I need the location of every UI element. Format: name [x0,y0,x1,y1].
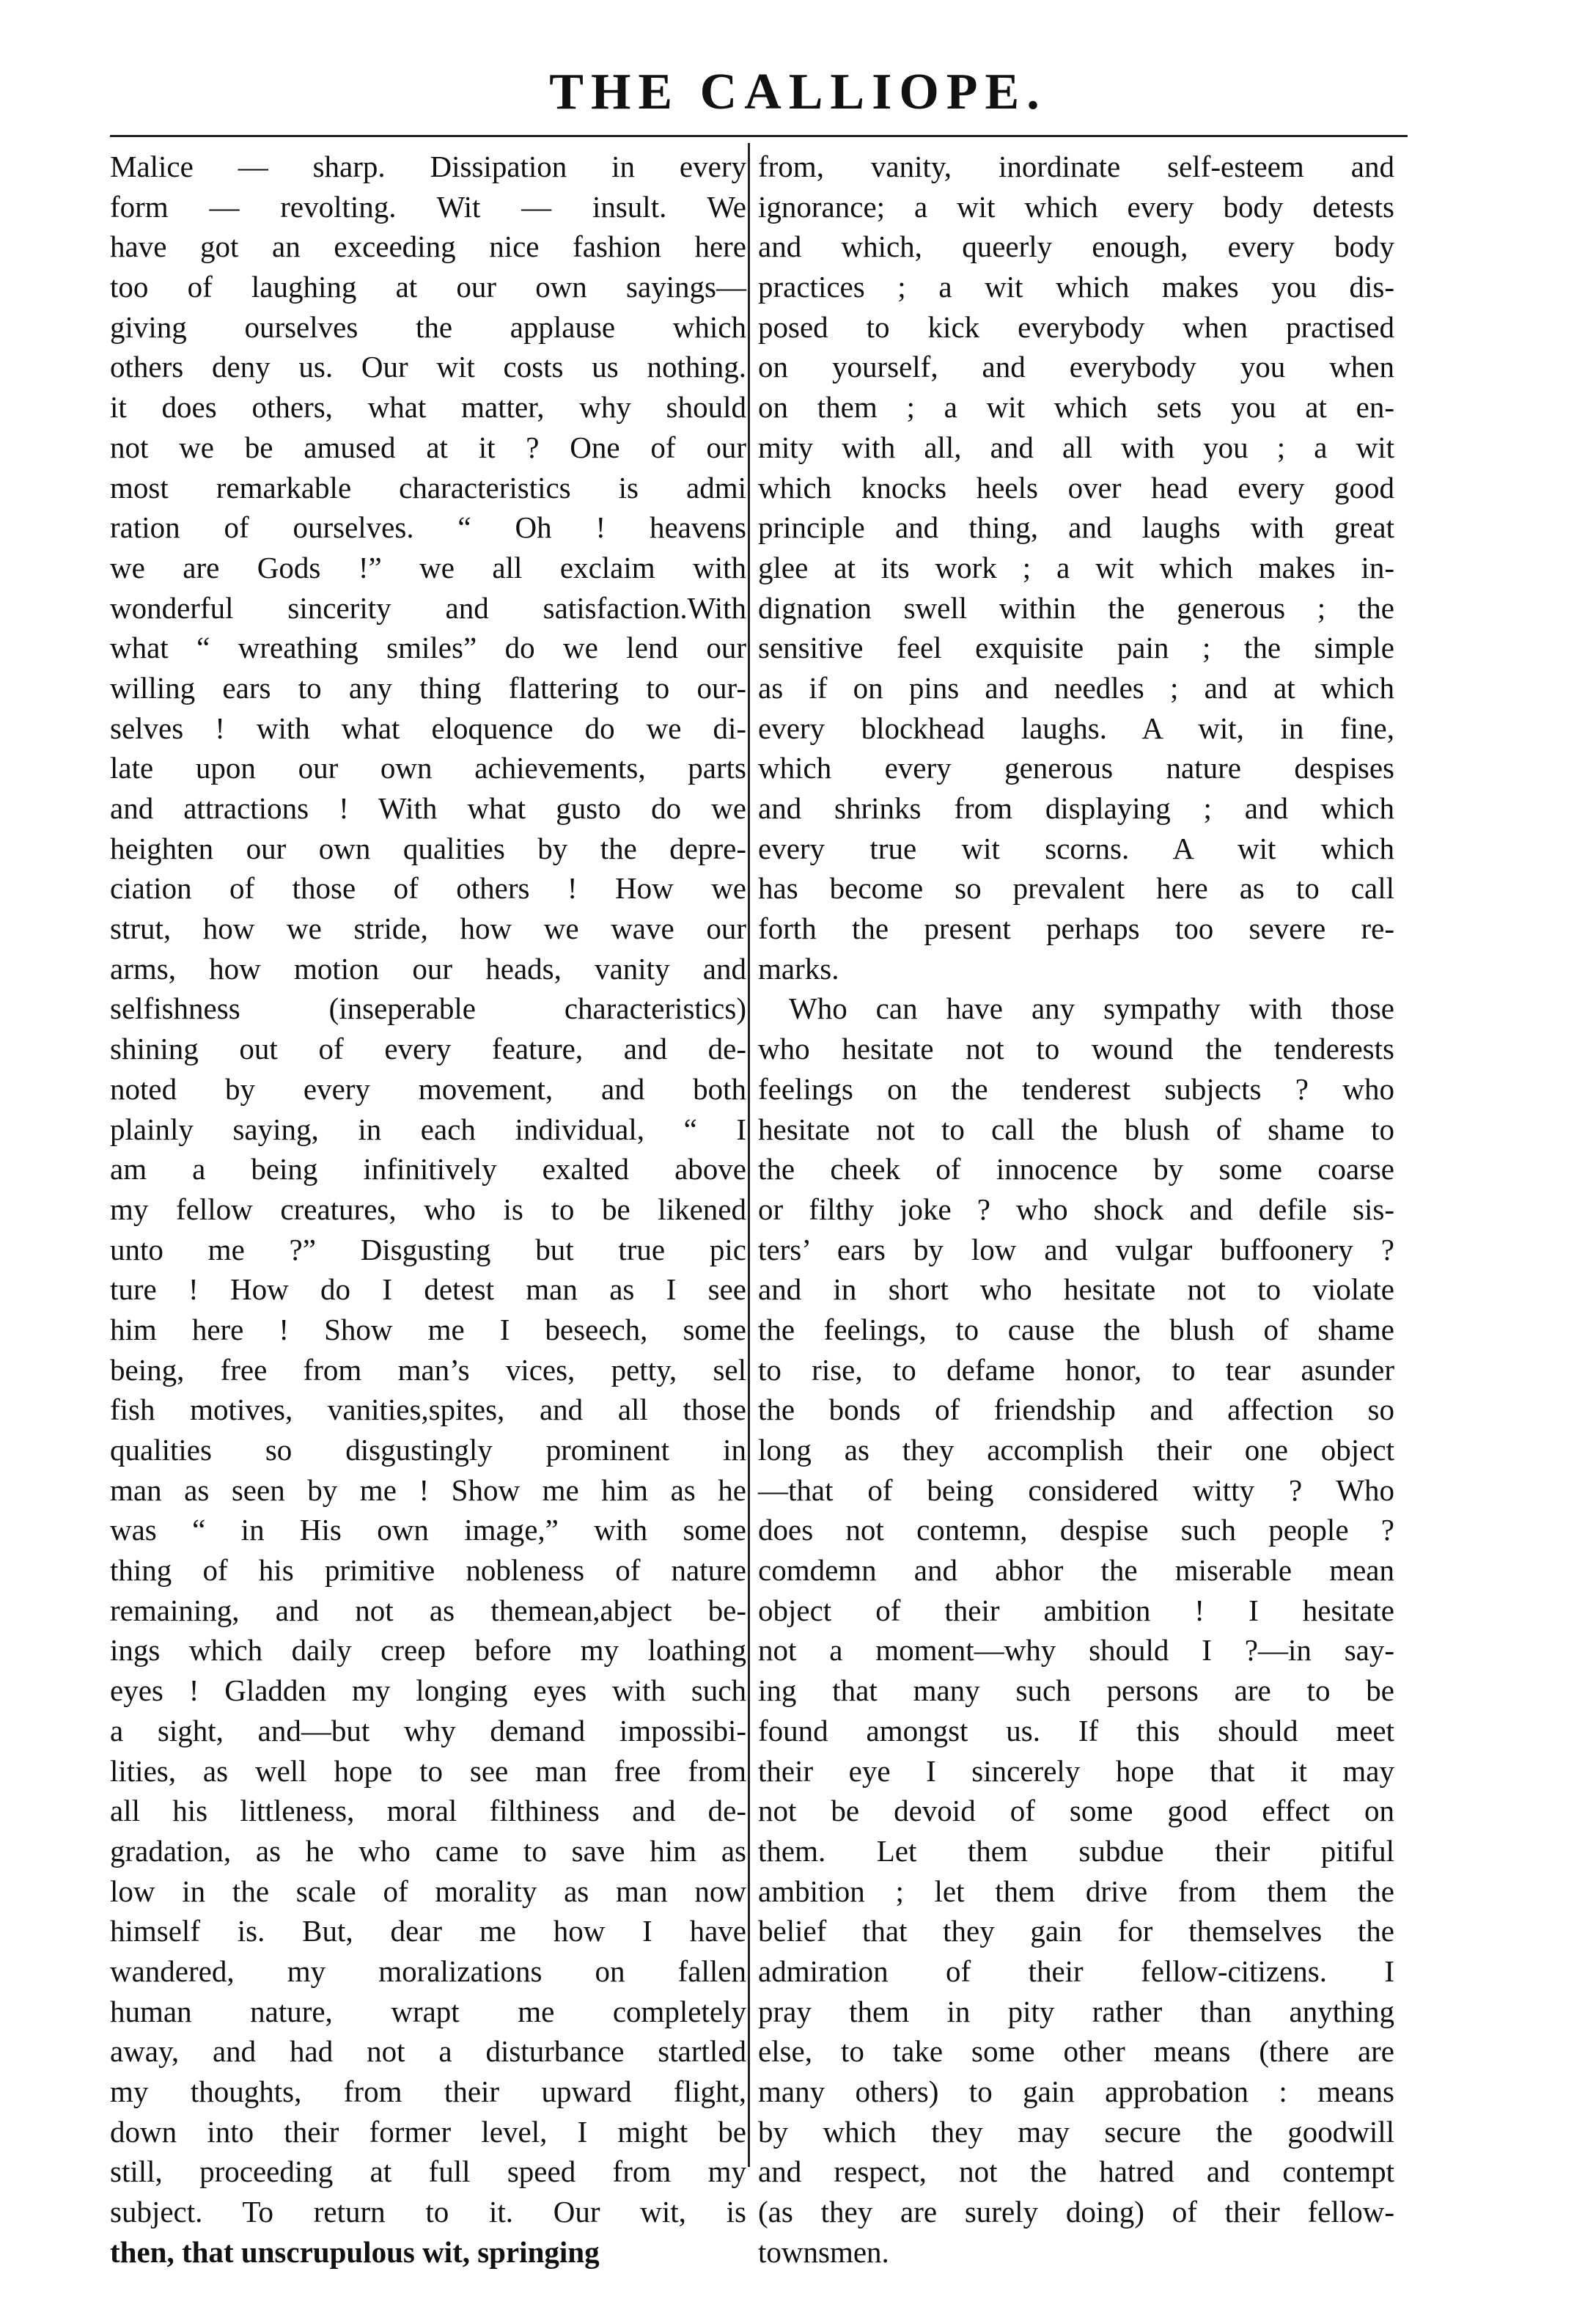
text-line: my fellow creatures, who is to be likened [110,1192,746,1226]
text-line: townsmen. [758,2234,889,2269]
text-line: else, to take some other means (there are [758,2034,1394,2069]
text-line: to rise, to defame honor, to tear asunder [758,1352,1394,1387]
text-line: late upon our own achievements, parts [110,751,746,785]
text-line: plainly saying, in each individual, “ I [110,1112,746,1146]
masthead-rule [110,135,1408,137]
text-line: man as seen by me ! Show me him as he [110,1472,746,1507]
text-line: and attractions ! With what gusto do we [110,791,746,825]
text-line: too of laughing at our own sayings— [110,270,746,304]
text-line: them. Let them subdue their pitiful [758,1833,1394,1868]
text-line: which every generous nature despises [758,751,1394,785]
text-line: all his littleness, moral filthiness and de- [110,1794,746,1828]
text-line: mity with all, and all with you ; a wit [758,430,1394,464]
text-line: as if on pins and needles ; and at which [758,670,1394,705]
text-line: pray them in pity rather than anything [758,1994,1394,2028]
text-line: not be devoid of some good effect on [758,1794,1394,1828]
text-line: does not contemn, despise such people ? [758,1513,1394,1547]
text-line: thing of his primitive nobleness of nature [110,1553,746,1588]
text-line: form — revolting. Wit — insult. We [110,189,746,224]
text-line: qualities so disgustingly prominent in [110,1433,746,1467]
text-line: or filthy joke ? who shock and defile sis- [758,1192,1394,1226]
text-line: the cheek of innocence by some coarse [758,1152,1394,1186]
text-line: being, free from man’s vices, petty, sel [110,1352,746,1387]
text-line: arms, how motion our heads, vanity and [110,951,746,986]
text-line: belief that they gain for themselves the [758,1914,1394,1948]
text-line: who hesitate not to wound the tenderests [758,1032,1394,1066]
text-line: it does others, what matter, why should [110,390,746,425]
text-line: the bonds of friendship and affection so [758,1393,1394,1427]
text-line: practices ; a wit which makes you dis- [758,270,1394,304]
text-line: by which they may secure the goodwill [758,2114,1394,2149]
text-line: noted by every movement, and both [110,1071,746,1106]
text-line: from, vanity, inordinate self-esteem and [758,150,1394,183]
text-line: fish motives, vanities,spites, and all those [110,1393,746,1427]
text-line: their eye I sincerely hope that it may [758,1753,1394,1788]
text-line: away, and had not a disturbance startled [110,2034,746,2069]
text-line: subject. To return to it. Our wit, is [110,2195,746,2229]
text-line: forth the present perhaps too severe re- [758,912,1394,946]
text-line: admiration of their fellow-citizens. I [758,1954,1394,1988]
text-line: and respect, not the hatred and contempt [758,2154,1394,2189]
text-line: was “ in His own image,” with some [110,1513,746,1547]
left-column [110,147,746,2269]
text-line: selfishness (inseperable characteristics) [110,991,746,1026]
text-line: has become so prevalent here as to call [758,871,1394,906]
right-column [758,147,1394,2269]
text-line: Who can have any sympathy with those [789,991,1394,1026]
text-line: and in short who hesitate not to violate [758,1272,1394,1307]
text-line: and shrinks from displaying ; and which [758,791,1394,825]
text-line: a sight, and—but why demand impossibi- [110,1713,746,1747]
text-line: unto me ?” Disgusting but true pic [110,1232,746,1266]
text-line: willing ears to any thing flattering to our- [110,670,746,705]
text-line: —that of being considered witty ? Who [758,1472,1394,1507]
text-line: have got an exceeding nice fashion here [110,230,746,264]
text-line: wonderful sincerity and satisfaction.With [110,590,746,625]
text-line: others deny us. Our wit costs us nothing. [110,350,746,384]
text-line: principle and thing, and laughs with great [758,510,1394,545]
text-line: on yourself, and everybody you when [758,350,1394,384]
text-line: ration of ourselves. “ Oh ! heavens [110,510,746,545]
text-line: found amongst us. If this should meet [758,1713,1394,1747]
text-line: himself is. But, dear me how I have [110,1914,746,1948]
text-line: glee at its work ; a wit which makes in- [758,550,1394,584]
text-line: dignation swell within the generous ; the [758,590,1394,625]
text-line: giving ourselves the applause which [110,309,746,344]
text-line: every blockhead laughs. A wit, in fine, [758,711,1394,745]
text-line: eyes ! Gladden my longing eyes with such [110,1673,746,1708]
text-line: remaining, and not as themean,abject be- [110,1593,746,1627]
text-line: and which, queerly enough, every body [758,230,1394,264]
text-line: comdemn and abhor the miserable mean [758,1553,1394,1588]
text-line: what “ wreathing smiles” do we lend our [110,631,746,665]
text-line: ambition ; let them drive from them the [758,1874,1394,1908]
text-line: ciation of those of others ! How we [110,871,746,906]
text-line: selves ! with what eloquence do we di- [110,711,746,745]
text-line: strut, how we stride, how we wave our [110,912,746,946]
text-line: not a moment—why should I ?—in say- [758,1633,1394,1668]
text-line: down into their former level, I might be [110,2114,746,2149]
masthead-title: THE CALLIOPE. [549,64,1047,120]
text-line: still, proceeding at full speed from my [110,2154,746,2189]
text-line: my thoughts, from their upward flight, [110,2075,746,2108]
text-line: him here ! Show me I beseech, some [110,1312,746,1346]
text-line: Malice — sharp. Dissipation in every [110,150,746,183]
text-line: which knocks heels over head every good [758,470,1394,505]
text-line: (as they are surely doing) of their fellow- [758,2195,1394,2229]
text-line: ture ! How do I detest man as I see [110,1272,746,1307]
text-line: we are Gods !” we all exclaim with [110,550,746,584]
text-line: every true wit scorns. A wit which [758,831,1394,865]
text-line: object of their ambition ! I hesitate [758,1593,1394,1627]
text-line: low in the scale of morality as man now [110,1874,746,1908]
text-line: on them ; a wit which sets you at en- [758,390,1394,425]
text-line: long as they accomplish their one object [758,1433,1394,1467]
text-line: hesitate not to call the blush of shame to [758,1112,1394,1146]
text-line: human nature, wrapt me completely [110,1994,746,2028]
text-line: shining out of every feature, and de- [110,1032,746,1066]
text-line: ing that many such persons are to be [758,1673,1394,1708]
text-line: many others) to gain approbation : means [758,2075,1394,2108]
text-line: sensitive feel exquisite pain ; the simple [758,631,1394,665]
text-line: ignorance; a wit which every body detests [758,189,1394,224]
text-line: then, that unscrupulous wit, springing [110,2234,600,2269]
text-line: most remarkable characteristics is admi [110,470,746,505]
text-line: ings which daily creep before my loathing [110,1633,746,1668]
text-line: not we be amused at it ? One of our [110,430,746,464]
text-line: feelings on the tenderest subjects ? who [758,1071,1394,1106]
column-divider [748,143,750,2167]
text-line: wandered, my moralizations on fallen [110,1954,746,1988]
text-line: marks. [758,951,839,986]
text-line: gradation, as he who came to save him as [110,1833,746,1868]
text-line: heighten our own qualities by the depre- [110,831,746,865]
text-line: the feelings, to cause the blush of shame [758,1312,1394,1346]
text-line: posed to kick everybody when practised [758,309,1394,344]
text-line: lities, as well hope to see man free from [110,1753,746,1788]
text-line: ters’ ears by low and vulgar buffoonery ? [758,1232,1394,1266]
text-line: am a being infinitively exalted above [110,1152,746,1186]
